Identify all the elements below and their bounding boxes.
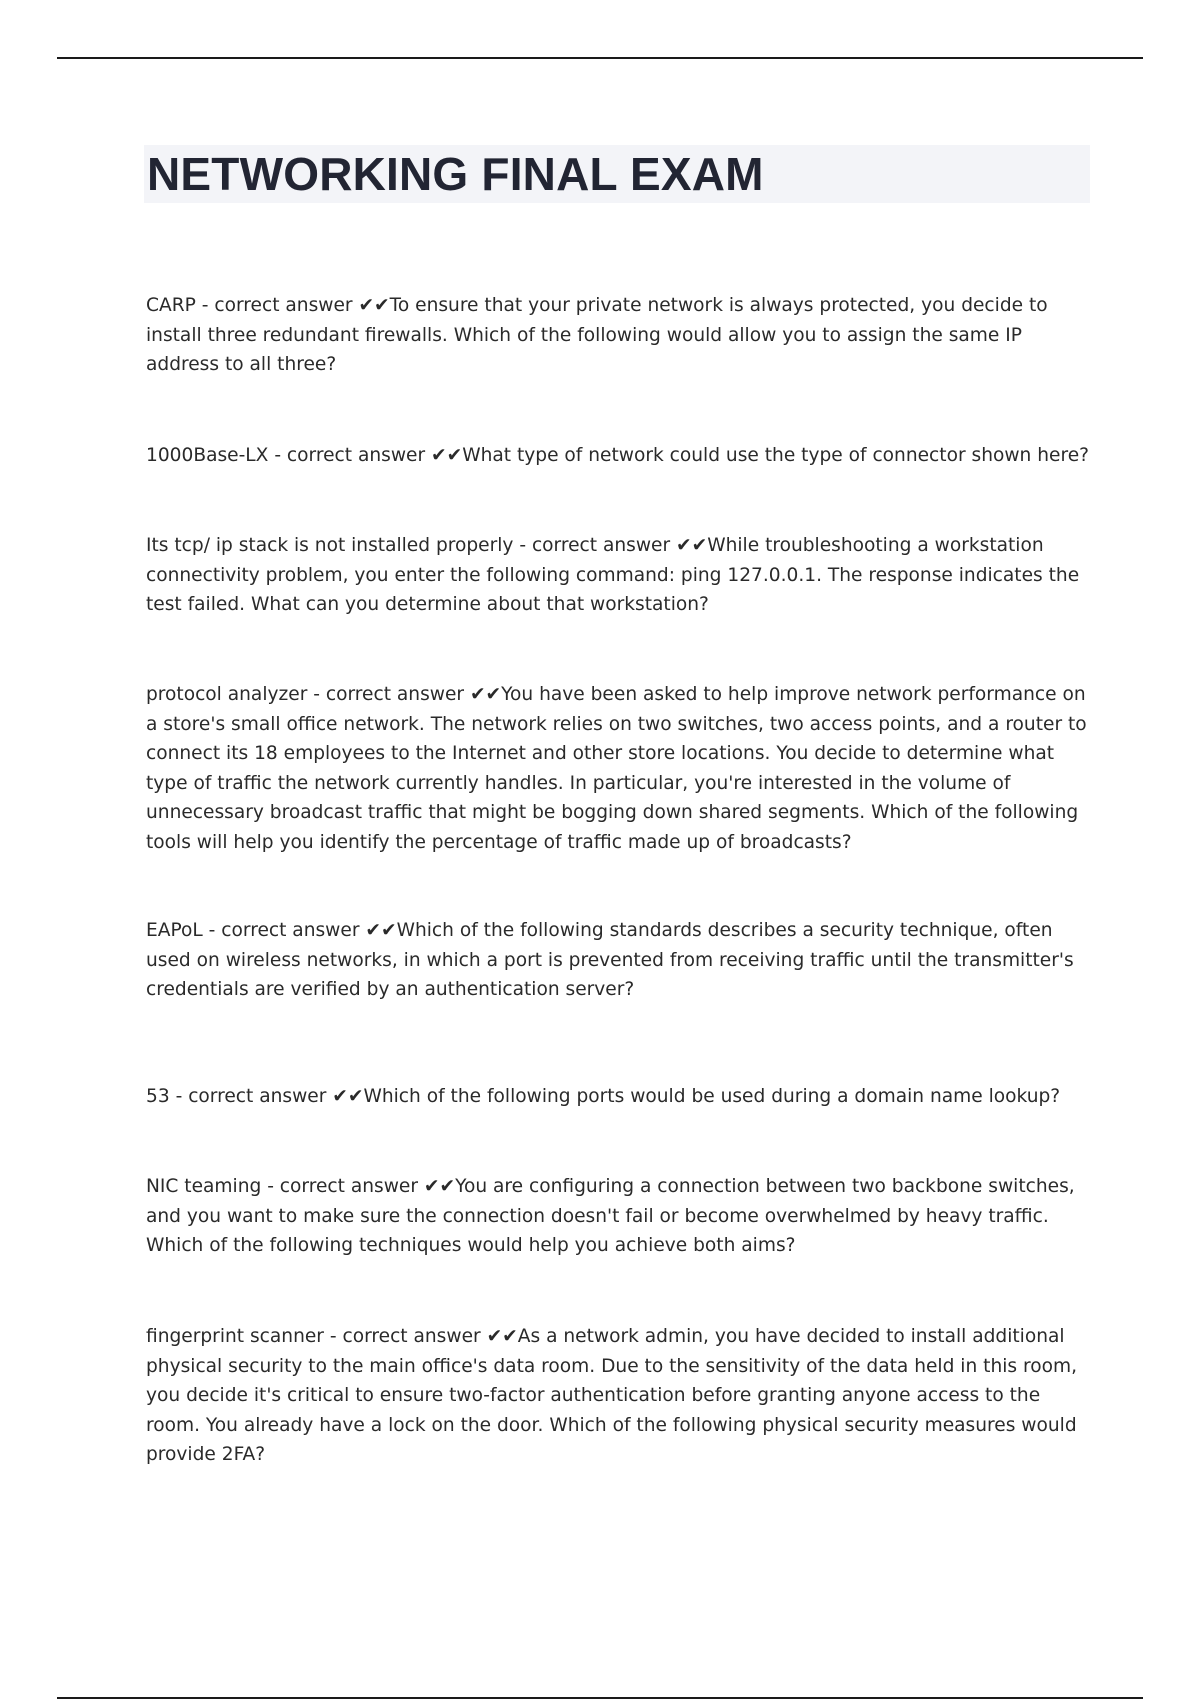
answer-text: protocol analyzer [146, 684, 308, 705]
answer-separator: - correct answer [202, 920, 366, 941]
answer-text: 53 [146, 1086, 170, 1107]
check-marks-icon: ✔✔ [676, 535, 708, 556]
question-text: You are configuring a connection between two backbone switches, and you want to make sure the connection doesn't fail or become overwhelmed by heavy traffic. Which of the following techniques would help you achieve both aims? [146, 1176, 1075, 1256]
bottom-divider [57, 1697, 1143, 1699]
answer-separator: - correct answer [307, 684, 470, 705]
answer-separator: - correct answer [323, 1326, 487, 1347]
qa-item [146, 291, 1096, 380]
answer-text: fingerprint scanner [146, 1326, 324, 1347]
answer-separator: - correct answer [169, 1086, 333, 1107]
check-marks-icon: ✔✔ [469, 684, 502, 705]
answer-text: NIC teaming [146, 1176, 262, 1197]
answer-text: EAPoL [146, 920, 203, 941]
check-marks-icon: ✔✔ [431, 445, 463, 466]
question-text: Which of the following ports would be used during a domain name lookup? [363, 1086, 1061, 1107]
question-text: What type of network could use the type of connector shown here? [462, 445, 1090, 466]
answer-separator: - correct answer [261, 1176, 424, 1197]
check-marks-icon: ✔✔ [365, 920, 397, 941]
check-marks-icon: ✔✔ [423, 1176, 456, 1197]
qa-item [146, 441, 1096, 471]
check-marks-icon: ✔✔ [358, 295, 390, 316]
qa-item [146, 1082, 1096, 1112]
answer-text: 1000Base-LX [146, 445, 269, 466]
answer-separator: - correct answer [195, 295, 359, 316]
question-text: You have been asked to help improve network performance on a store's small office network. The network relies on two switches, two access points, and a router to connect its 18 employees to the Internet and other store locations. You decide to determine what type of traffic the network currently handles. In particular, you're interested in the volume of unnecessary broadcast traffic that might be bogging down shared segments. Which of the following tools will help you identify the percentage of traffic made up of broadcasts? [146, 684, 1087, 853]
answer-text: Its tcp/ ip stack is not installed properly [146, 535, 514, 556]
page-title: NETWORKING FINAL EXAM [147, 148, 764, 200]
qa-item [146, 1322, 1096, 1470]
question-text: To ensure that your private network is always protected, you decide to install three redundant firewalls. Which of the following would allow you to assign the same IP address to all three? [146, 295, 1048, 375]
answer-text: CARP [146, 295, 196, 316]
check-marks-icon: ✔✔ [486, 1326, 518, 1347]
answer-separator: - correct answer [513, 535, 677, 556]
qa-item [146, 680, 1096, 857]
question-text: As a network admin, you have decided to install additional physical security to the main office's data room. Due to the sensitivity of the data held in this room, you decide it's critical to ensure two-factor authentication before granting anyone access to the room. You already have a lock on the door. Which of the following physical security measures would provide 2FA? [146, 1326, 1078, 1465]
qa-item [146, 916, 1096, 1005]
top-divider [57, 57, 1143, 59]
qa-item [146, 531, 1096, 620]
check-marks-icon: ✔✔ [332, 1086, 364, 1107]
question-text: While troubleshooting a workstation connectivity problem, you enter the following command: ping 127.0.0.1. The response indicates the test failed. What can you determine about that workstation? [146, 535, 1080, 615]
qa-item [146, 1172, 1096, 1261]
question-text: Which of the following standards describes a security technique, often used on wireless networks, in which a port is prevented from receiving traffic until the transmitter's credentials are verified by an authentication server? [146, 920, 1074, 1000]
answer-separator: - correct answer [268, 445, 432, 466]
